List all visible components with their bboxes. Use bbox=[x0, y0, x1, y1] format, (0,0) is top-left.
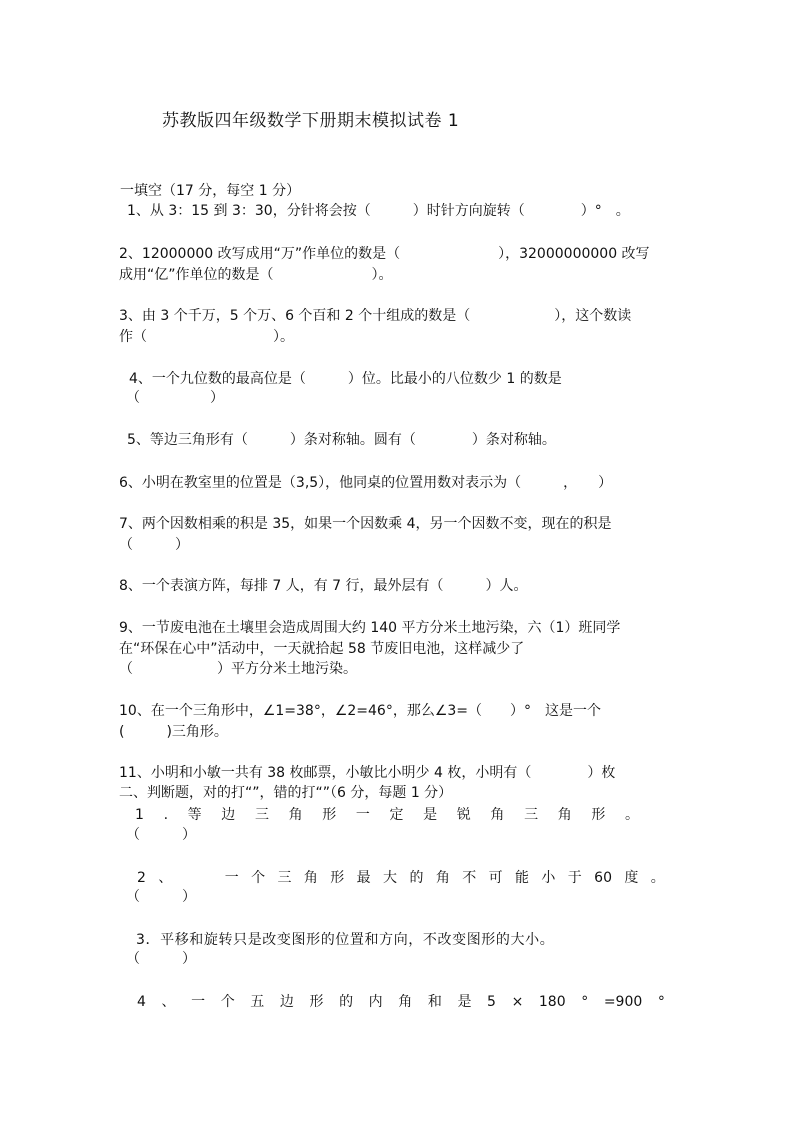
judge-1-char: 三 bbox=[254, 807, 269, 823]
judge-2-char: 2 bbox=[137, 870, 146, 886]
judge-2-char: 一 bbox=[224, 870, 239, 886]
judge-4-char: 和 bbox=[427, 994, 442, 1010]
judge-1-char: 角 bbox=[557, 807, 572, 823]
judge-1-char: . bbox=[163, 807, 169, 823]
judge-1-char: 角 bbox=[490, 807, 505, 823]
question-11: 11、小明和小敏一共有 38 枚邮票，小敏比小明少 4 枚，小明有（ ）枚 bbox=[119, 765, 616, 781]
judge-1-char: 形 bbox=[591, 807, 606, 823]
judge-1-char: 定 bbox=[389, 807, 404, 823]
judge-1-char: 边 bbox=[221, 807, 236, 823]
judge-4-char: 五 bbox=[250, 994, 265, 1010]
judge-2-char: 能 bbox=[515, 870, 529, 886]
judge-1-char: 形 bbox=[322, 807, 337, 823]
question-7-line-1: 7、两个因数相乘的积是 35，如果一个因数乘 4，另一个因数不变，现在的积是 bbox=[119, 516, 612, 532]
judge-2-char: 60 bbox=[594, 870, 612, 886]
judge-1-text bbox=[135, 805, 639, 825]
judge-2-char: 、 bbox=[158, 870, 173, 886]
judge-2-char: 不 bbox=[462, 870, 477, 886]
question-9-line-2: 在“环保在心中”活动中，一天就拾起 58 节废旧电池，这样减少了 bbox=[119, 641, 525, 657]
judge-2-char: 。 bbox=[650, 870, 665, 886]
judge-2-char: 角 bbox=[303, 870, 318, 886]
judge-4-char: 4 bbox=[137, 994, 146, 1010]
judge-2-char: 小 bbox=[541, 870, 556, 886]
judge-4-char: =900 bbox=[603, 994, 643, 1010]
judge-4-char: 一 bbox=[191, 994, 206, 1010]
judge-4-char: 是 bbox=[457, 994, 472, 1010]
judge-1-char: 一 bbox=[355, 807, 370, 823]
judge-2-text bbox=[137, 868, 665, 888]
question-2-line-2: 成用“亿”作单位的数是（ ）。 bbox=[119, 267, 393, 283]
section1-heading: 一填空（17 分，每空 1 分） bbox=[120, 183, 301, 199]
judge-2-char: 角 bbox=[435, 870, 450, 886]
judge-2-char: 可 bbox=[488, 870, 503, 886]
judge-3-text: 3．平移和旋转只是改变图形的位置和方向，不改变图形的大小。 bbox=[136, 932, 555, 948]
question-7-line-2: （ ） bbox=[119, 537, 189, 553]
judge-4-char: 个 bbox=[220, 994, 235, 1010]
question-9-line-3: （ ）平方分米土地污染。 bbox=[119, 661, 357, 677]
question-5: 5、等边三角形有（ ）条对称轴。圆有（ ）条对称轴。 bbox=[127, 432, 556, 448]
question-3-line-1: 3、由 3 个千万，5 个万、6 个百和 2 个十组成的数是（ ），这个数读 bbox=[119, 308, 632, 324]
question-1: 1、从 3：15 到 3：30，分针将会按（ ）时针方向旋转（ ）° 。 bbox=[127, 203, 630, 219]
question-10-line-1: 10、在一个三角形中，∠1=38°，∠2=46°，那么∠3=（ ）° 这是一个 bbox=[119, 703, 602, 719]
judge-4-char: 内 bbox=[368, 994, 383, 1010]
judge-4-char: × bbox=[511, 994, 524, 1010]
question-8: 8、一个表演方阵，每排 7 人，有 7 行，最外层有（ ）人。 bbox=[119, 578, 528, 594]
judge-4-text bbox=[137, 992, 665, 1012]
exam-title: 苏教版四年级数学下册期末模拟试卷 1 bbox=[162, 111, 460, 131]
judge-4-char: 的 bbox=[339, 994, 354, 1010]
judge-1-char: 等 bbox=[187, 807, 202, 823]
judge-1-char: 是 bbox=[423, 807, 438, 823]
judge-2-char: 最 bbox=[356, 870, 371, 886]
judge-4-char: ° bbox=[657, 994, 665, 1010]
judge-2-char: 形 bbox=[330, 870, 345, 886]
judge-4-char: 180 bbox=[538, 994, 566, 1010]
judge-1-char: 。 bbox=[624, 807, 639, 823]
judge-4-char: 形 bbox=[309, 994, 324, 1010]
judge-2-char: 个 bbox=[251, 870, 266, 886]
question-4-line-1: 4、一个九位数的最高位是（ ）位。比最小的八位数少 1 的数是 bbox=[129, 371, 562, 387]
judge-4-char: 角 bbox=[398, 994, 413, 1010]
section2-heading: 二、判断题，对的打“”，错的打“”（6 分，每题 1 分） bbox=[119, 785, 453, 801]
question-3-line-2: 作（ ）。 bbox=[119, 329, 294, 345]
judge-1-char: 角 bbox=[288, 807, 303, 823]
question-4-line-2: （ ） bbox=[126, 390, 224, 406]
judge-1-char: 1 bbox=[135, 807, 144, 823]
judge-4-char: 、 bbox=[161, 994, 176, 1010]
judge-2-char: 度 bbox=[624, 870, 639, 886]
question-6: 6、小明在教室里的位置是（3,5），他同桌的位置用数对表示为（ ， ） bbox=[119, 475, 613, 491]
judge-4-char: ° bbox=[581, 994, 589, 1010]
judge-4-char: 5 bbox=[487, 994, 496, 1010]
judge-4-char: 边 bbox=[279, 994, 294, 1010]
question-9-line-1: 9、一节废电池在土壤里会造成周围大约 140 平方分米土地污染，六（1）班同学 bbox=[119, 620, 621, 636]
question-10-line-2: ( )三角形。 bbox=[119, 724, 228, 740]
judge-2-char: 的 bbox=[409, 870, 424, 886]
judge-2-answer-paren: （ ） bbox=[126, 889, 196, 905]
judge-1-char: 锐 bbox=[456, 807, 471, 823]
judge-1-char: 三 bbox=[524, 807, 539, 823]
judge-1-answer-paren: （ ） bbox=[126, 827, 196, 843]
judge-2-char: 于 bbox=[567, 870, 582, 886]
judge-3-answer-paren: （ ） bbox=[126, 951, 196, 967]
judge-2-char: 大 bbox=[383, 870, 398, 886]
judge-2-char: 三 bbox=[277, 870, 292, 886]
question-2-line-1: 2、12000000 改写成用“万”作单位的数是（ ），32000000000 改写 bbox=[119, 246, 650, 262]
